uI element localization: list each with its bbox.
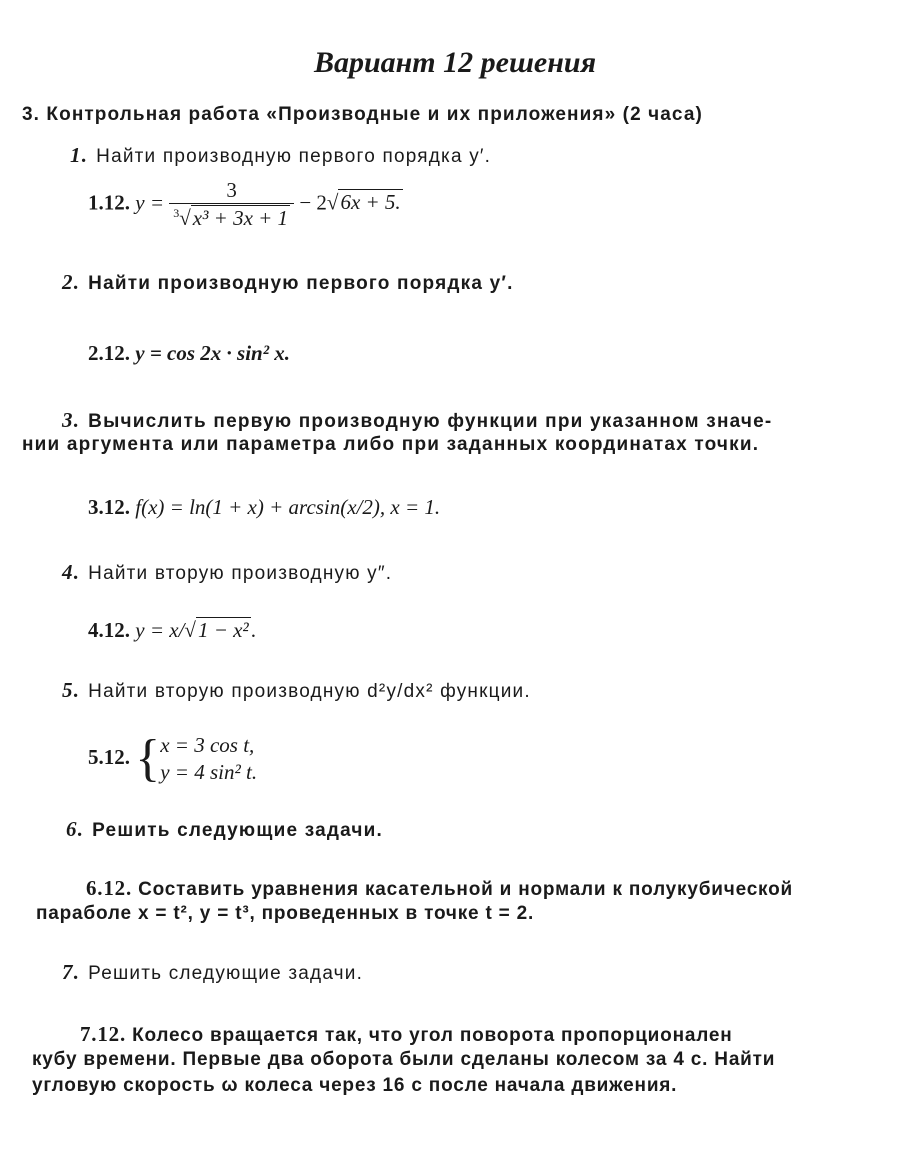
task-3 bbox=[62, 408, 772, 433]
problem-7-12 bbox=[80, 1021, 732, 1049]
equation-system bbox=[160, 732, 257, 786]
task-text-line-1: Вычислить первую производную функции при указанном значе- bbox=[88, 411, 773, 432]
problem-4-12: 4.12. y = x/√1 − x². bbox=[88, 618, 256, 642]
problem-text-line-1: Колесо вращается так, что угол поворота пропорционален bbox=[132, 1025, 733, 1046]
problem-label: 7.12. bbox=[80, 1022, 126, 1046]
expression: y = cos 2x · sin² x. bbox=[135, 341, 291, 365]
task-text: Найти производную первого порядка y′. bbox=[96, 146, 492, 167]
task-number: 1. bbox=[70, 143, 89, 167]
task-number: 2. bbox=[62, 270, 81, 294]
problem-7-12-line-2: кубу времени. Первые два оборота были сделаны колесом за 4 с. Найти bbox=[32, 1049, 776, 1070]
page-title: Вариант 12 решения bbox=[313, 46, 597, 79]
problem-1-12: 1.12. y = $\frac{3}{^3√x^3 + 3x + 1}$ − 2√6x + 5. bbox=[88, 178, 401, 230]
problem-label: 6.12. bbox=[86, 876, 132, 900]
root-index: 3 bbox=[173, 206, 180, 220]
problem-text-line-1: Составить уравнения касательной и нормали к полукубической bbox=[138, 879, 794, 900]
equation-lhs: y = x/ bbox=[135, 618, 185, 642]
equation-lhs: y = bbox=[135, 190, 164, 215]
problem-label: 4.12. bbox=[88, 618, 130, 642]
task-text: Решить следующие задачи. bbox=[88, 963, 364, 984]
task-6 bbox=[66, 817, 383, 842]
task-4 bbox=[62, 560, 392, 585]
tail: . bbox=[250, 618, 256, 642]
task-number: 6. bbox=[66, 817, 85, 841]
problem-3-12 bbox=[88, 495, 440, 520]
problem-label: 5.12. bbox=[88, 744, 130, 769]
problem-6-12 bbox=[86, 875, 793, 903]
denominator: $^3$√x³ + 3x + 1 bbox=[169, 203, 294, 231]
task-number: 5. bbox=[62, 678, 81, 702]
problem-6-12-line-2: параболе x = t², y = t³, проведенных в точке t = 2. bbox=[36, 903, 535, 924]
problem-2-12 bbox=[88, 341, 290, 366]
task-2 bbox=[62, 270, 514, 295]
numerator: 3 bbox=[226, 178, 237, 202]
task-number: 7. bbox=[62, 960, 81, 984]
sqrt-argument: 6x + 5. bbox=[340, 190, 401, 215]
task-text: Найти производную первого порядка y′. bbox=[88, 273, 514, 294]
section-header: 3. Контрольная работа «Производные и их приложения» (2 часа) bbox=[22, 104, 703, 125]
equation-1: x = 3 cos t, bbox=[160, 733, 255, 757]
task-5 bbox=[62, 678, 531, 703]
problem-5-12 bbox=[88, 732, 257, 786]
problem-7-12-line-3: угловую скорость ω колеса через 16 с после начала движения. bbox=[32, 1075, 678, 1096]
task-1 bbox=[70, 143, 491, 168]
problem-label: 1.12. bbox=[88, 190, 130, 215]
task-7 bbox=[62, 960, 363, 985]
task-text: Найти вторую производную y″. bbox=[88, 563, 393, 584]
system-brace: { bbox=[135, 730, 161, 787]
problem-label: 3.12. bbox=[88, 495, 130, 519]
task-number: 3. bbox=[62, 408, 81, 432]
task-text: Решить следующие задачи. bbox=[92, 820, 384, 841]
tail-term: − 2 bbox=[299, 190, 327, 215]
radicand: 1 − x² bbox=[197, 618, 249, 642]
problem-label: 2.12. bbox=[88, 341, 130, 365]
expression: f(x) = ln(1 + x) + arcsin(x/2), x = 1. bbox=[135, 495, 441, 519]
task-number: 4. bbox=[62, 560, 81, 584]
fraction bbox=[169, 178, 294, 231]
task-3-continued: нии аргумента или параметра либо при заданных координатах точки. bbox=[22, 434, 760, 455]
task-text: Найти вторую производную d²y/dx² функции. bbox=[88, 681, 531, 702]
radicand: x³ + 3x + 1 bbox=[192, 206, 289, 230]
equation-2: y = 4 sin² t. bbox=[160, 760, 258, 784]
